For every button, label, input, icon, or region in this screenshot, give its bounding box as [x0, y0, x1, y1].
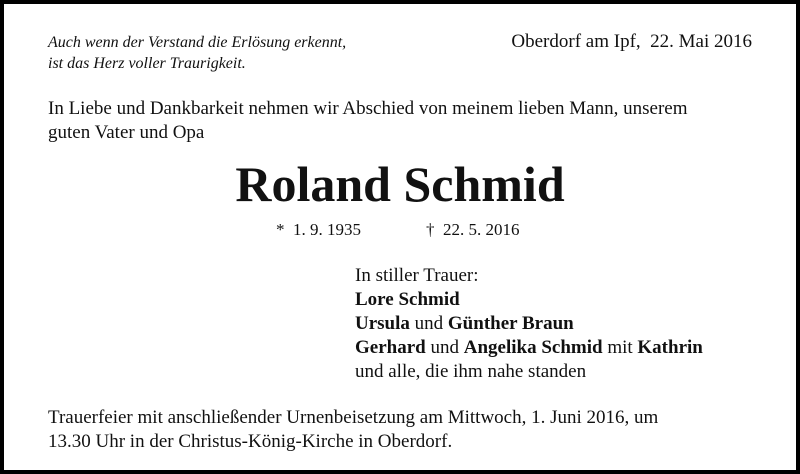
motto-line-2: ist das Herz voller Traurigkeit.: [48, 55, 246, 72]
mourner-line-3: [355, 336, 703, 360]
death-date: † 22. 5. 2016: [426, 220, 520, 239]
motto: [48, 32, 346, 74]
mourners-closing: und alle, die ihm nahe standen: [355, 361, 587, 382]
mourner-name: Lore Schmid: [355, 289, 460, 310]
mourner-name: Kathrin: [637, 337, 703, 358]
deceased-name: Roland Schmid: [235, 156, 565, 212]
mourner-name: Günther Braun: [447, 313, 574, 334]
intro-line-2: guten Vater und Opa: [48, 122, 205, 143]
birth-date: * 1. 9. 1935: [276, 220, 361, 239]
mourner-name: Angelika Schmid: [463, 337, 603, 358]
mourner-name: Gerhard: [355, 337, 426, 358]
mourner-name: Ursula: [355, 313, 410, 334]
intro-line-1: In Liebe und Dankbarkeit nehmen wir Abschied von meinem lieben Mann, unserem: [48, 98, 688, 119]
mourner-line-1: [355, 288, 703, 312]
funeral-details: [48, 406, 760, 454]
conjunction: und: [414, 313, 444, 334]
place-and-date: Oberdorf am Ipf, 22. Mai 2016: [511, 31, 752, 52]
intro-text: [48, 97, 760, 145]
funeral-line-1: Trauerfeier mit anschließender Urnenbeisetzung am Mittwoch, 1. Juni 2016, um: [48, 407, 659, 428]
conjunction: und: [430, 337, 459, 358]
mourner-line-2: [355, 312, 703, 336]
motto-line-1: Auch wenn der Verstand die Erlösung erkennt,: [48, 34, 347, 51]
mourners-heading: In stiller Trauer:: [355, 265, 479, 286]
funeral-line-2: 13.30 Uhr in der Christus-König-Kirche in Oberdorf.: [48, 431, 453, 452]
conjunction: mit: [607, 337, 633, 358]
mourners-block: [355, 264, 703, 384]
